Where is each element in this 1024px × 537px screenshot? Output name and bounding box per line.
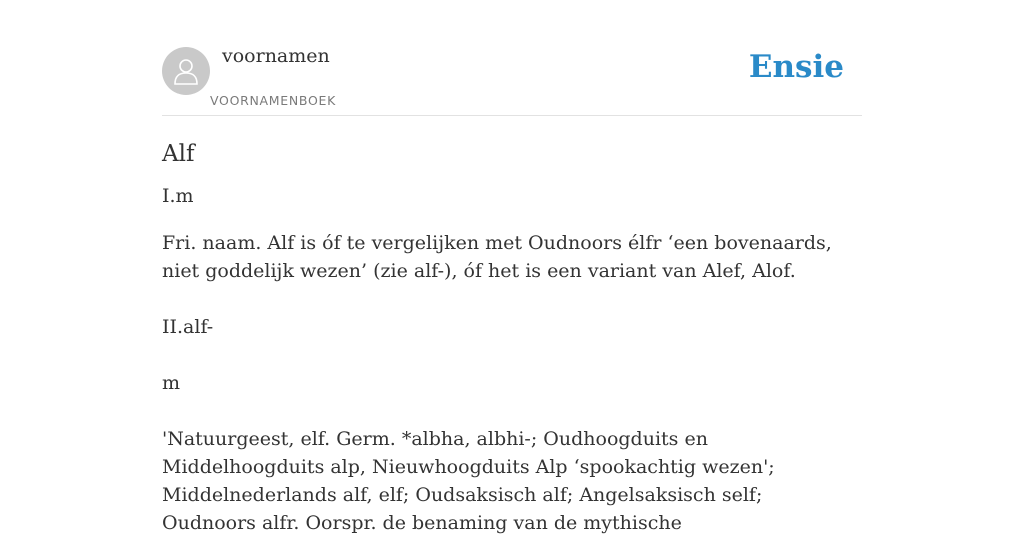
gender-label: m — [162, 372, 181, 394]
sense-text: Fri. naam. Alf is óf te vergelijken met Oudnoors élfr ‘een bovenaards, niet goddelijk wezen’ (zie alf-), óf het is een variant van Alef, Alof. — [162, 232, 832, 282]
author-name[interactable]: voornamen — [222, 45, 330, 67]
article — [162, 136, 862, 537]
sense-label: II.alf- — [162, 316, 214, 338]
user-silhouette-icon — [169, 54, 203, 88]
collection-link[interactable]: VOORNAMENBOEK — [210, 93, 337, 108]
site-logo[interactable]: Ensie — [748, 49, 844, 85]
avatar[interactable] — [162, 47, 210, 95]
page-header — [162, 0, 862, 116]
entry-title: Alf — [162, 141, 195, 167]
sense-text: 'Natuurgeest, elf. Germ. *albha, albhi-; Oudhoogduits en Middelhoogduits alp, Nieuwhoogduits Alp ‘spookachtig wezen'; Middelnederlands alf, elf; Oudsaksisch alf; Angelsaksisch self; Oudnoors alfr. Oorspr. de benaming van de mythische — [162, 428, 775, 534]
sense-label: I.m — [162, 185, 194, 207]
